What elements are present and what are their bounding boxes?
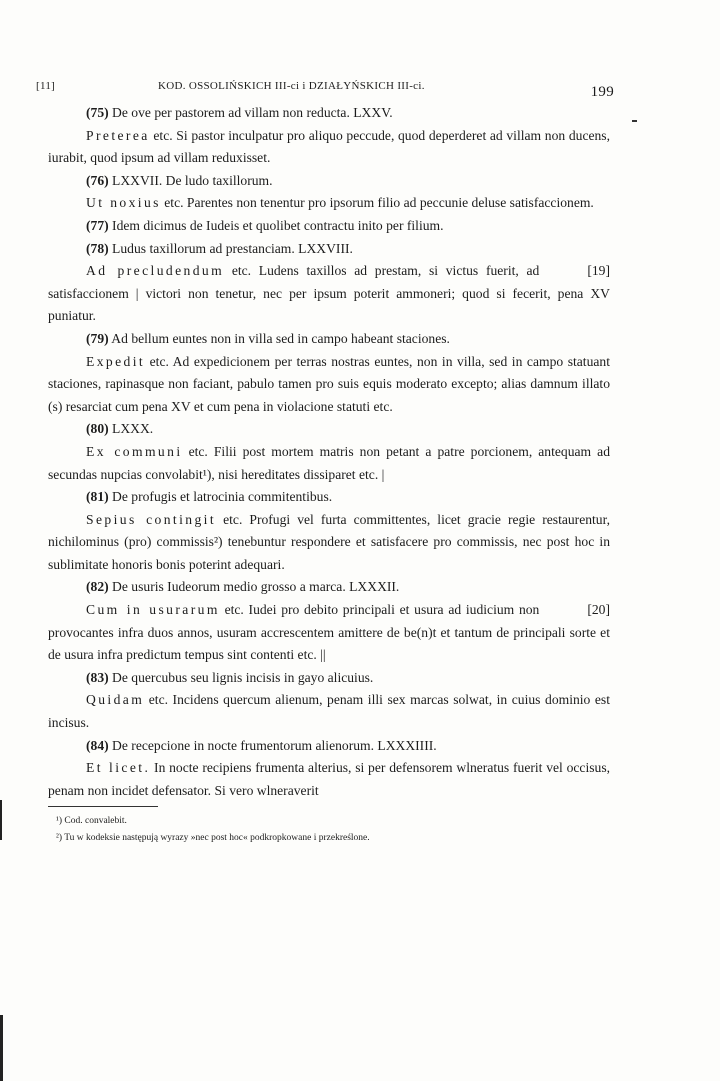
entry-heading: [48, 238, 610, 261]
entry-heading: [48, 576, 610, 599]
entry-heading: [48, 102, 610, 125]
entry-text: etc. Ludens taxillos ad prestam, si victus fuerit, ad satisfaccionem | victori non tenetur, nec per ipsum poterit ammoneri; quod si fecerit, pena XV puniatur.: [48, 263, 610, 324]
entry-paragraph: [48, 441, 610, 486]
scan-edge-mark: [0, 800, 2, 840]
margin-folio: [19]: [587, 263, 610, 279]
entry-paragraph: [48, 125, 610, 170]
incipit: Ut noxius: [86, 195, 161, 211]
entry-number: (83): [86, 669, 109, 685]
running-title: KOD. OSSOLIŃSKICH III-ci i DZIAŁYŃSKICH III-ci.: [158, 80, 425, 92]
running-header: [36, 78, 614, 102]
incipit: Et licet.: [86, 760, 151, 776]
entry-text: Idem dicimus de Iudeis et quolibet contractu inito per filium.: [108, 217, 444, 233]
footnote: ¹) Cod. convalebit.: [56, 816, 127, 827]
incipit: Cum in usurarum: [86, 602, 220, 618]
entry-text: De recepcione in nocte frumentorum alienorum. LXXXIIII.: [108, 737, 437, 753]
scan-edge-mark: [0, 1015, 3, 1081]
entry-text: etc. Si pastor inculpatur pro aliquo peccude, quod deperderet ad villam non ducens, iurabit, quod ipsum ad villam reduxisset.: [48, 127, 610, 166]
entry-number: (82): [86, 579, 109, 595]
entry-paragraph: [48, 599, 610, 667]
entry-heading: [48, 215, 610, 238]
document-page: [36, 78, 614, 847]
entry-text: etc. Ad expedicionem per terras nostras euntes, non in villa, sed in campo statuant staciones, rapinasque non faciant, pabulo tamen pro suis equis moderato excepto; alias damnum illato (s) resarciat cum pena XV et cum pena in violacione statuti etc.: [48, 353, 610, 414]
body-text: [48, 102, 610, 802]
entry-text: etc. Parentes non tenentur pro ipsorum filio ad peccunie deluse satisfaccionem.: [160, 195, 594, 211]
entry-heading: [48, 667, 610, 690]
incipit: Sepius contingit: [86, 511, 217, 527]
entry-text: De quercubus seu lignis incisis in gayo alicuius.: [108, 669, 374, 685]
entry-text: LXXX.: [108, 421, 154, 437]
page-number: 199: [590, 84, 614, 100]
entry-paragraph: [48, 192, 610, 215]
entry-text: Ludus taxillorum ad prestanciam. LXXVIII.: [108, 240, 353, 256]
entry-number: (84): [86, 737, 109, 753]
entry-paragraph: [48, 509, 610, 577]
incipit: Quidam: [86, 692, 145, 708]
entry-number: (76): [86, 172, 109, 188]
entry-text: etc. Incidens quercum alienum, penam illi sex marcas solwat, in cuius dominio est incisus.: [48, 692, 610, 731]
entry-text: De ove per pastorem ad villam non reducta. LXXV.: [108, 105, 393, 120]
entry-heading: [48, 328, 610, 351]
entry-paragraph: [48, 260, 610, 328]
entry-heading: [48, 735, 610, 758]
entry-number: (78): [86, 240, 109, 256]
incipit: Ex communi: [86, 443, 183, 459]
entry-text: LXXVII. De ludo taxillorum.: [108, 172, 273, 188]
incipit: Expedit: [86, 353, 146, 369]
entry-text: etc. Iudei pro debito principali et usura ad iudicium non provocantes infra duos annos, usuram accrescentem amittere de be(n)t et tantum de principali sorte et de usura infra predictum tempus sint contenti etc. ||: [48, 602, 610, 663]
entry-heading: [48, 486, 610, 509]
entry-paragraph: [48, 689, 610, 734]
entry-heading: [48, 418, 610, 441]
entry-paragraph: [48, 351, 610, 419]
entry-text: De profugis et latrocinia commitentibus.: [108, 489, 333, 505]
entry-number: (81): [86, 489, 109, 505]
entry-paragraph: [48, 757, 610, 802]
section-number: [11]: [36, 80, 56, 92]
entry-text: Ad bellum euntes non in villa sed in campo habeant staciones.: [108, 330, 450, 346]
entry-text: etc. Filii post mortem matris non petant a patre porcionem, antequam ad secundas nupcias convolabit¹), nisi hereditates dissiparet etc. |: [48, 443, 610, 482]
incipit: Ad precludendum: [86, 263, 225, 279]
entry-number: (79): [86, 330, 109, 346]
entry-heading: [48, 170, 610, 193]
footnote-rule: [48, 806, 158, 807]
entry-text: etc. Profugi vel furta committentes, licet gracie regie restaurentur, nichilominus (pro) commissis²) tenebuntur respondere et satisfacere pro commissis, nec post hoc in sublimitate honoris bonis poterint adequari.: [48, 511, 610, 572]
margin-mark: [632, 120, 637, 122]
entry-number: (77): [86, 217, 109, 233]
footnote: ²) Tu w kodeksie następują wyrazy »nec post hoc« podkropkowane i przekreślone.: [56, 833, 370, 844]
entry-text: De usuris Iudeorum medio grosso a marca. LXXXII.: [108, 579, 400, 595]
entry-text: In nocte recipiens frumenta alterius, si per defensorem wlneratus fuerit vel occisus, penam non incidet defensator. Si vero wlneraverit: [48, 760, 611, 798]
margin-folio: [20]: [587, 602, 610, 618]
entry-number: (80): [86, 421, 109, 437]
footnotes: [48, 813, 610, 847]
entry-number: (75): [86, 105, 109, 120]
incipit: Preterea: [86, 127, 150, 143]
